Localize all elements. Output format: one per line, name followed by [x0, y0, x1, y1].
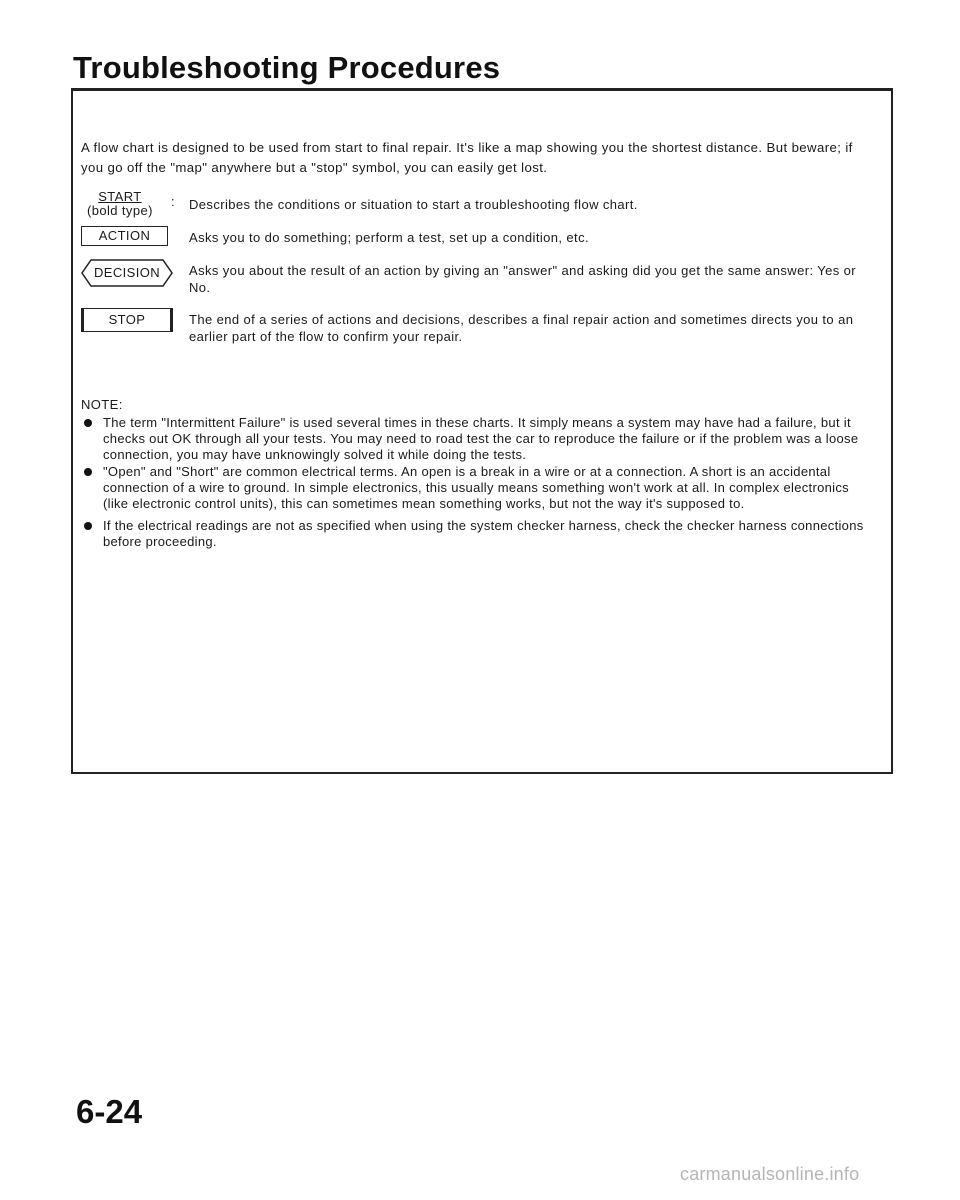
start-symbol	[87, 190, 153, 218]
stop-description: The end of a series of actions and decisions, describes a final repair action and sometimes directs you to an earlier part of the flow to confirm your repair.	[189, 312, 854, 344]
action-symbol: ACTION	[81, 226, 168, 246]
note-list	[81, 415, 871, 551]
action-description: Asks you to do something; perform a test, set up a condition, etc.	[189, 230, 589, 245]
bullet-icon	[84, 522, 92, 530]
content-frame	[71, 88, 893, 774]
note-text: "Open" and "Short" are common electrical terms. An open is a break in a wire or at a connection. A short is an accidental connection of a wire to ground. In simple electronics, this usually means something won't work at all. In complex electronics (like electronic control units), this can sometimes mean something works, but not the way it's supposed to.	[103, 464, 849, 511]
bullet-icon	[84, 419, 92, 427]
watermark: carmanualsonline.info	[680, 1164, 860, 1184]
start-word: START	[98, 189, 142, 204]
note-item	[81, 415, 871, 463]
page-title: Troubleshooting Procedures	[73, 50, 501, 85]
note-text: If the electrical readings are not as specified when using the system checker harness, check the checker harness connections before proceeding.	[103, 518, 864, 549]
note-text: The term "Intermittent Failure" is used several times in these charts. It simply means a system may have had a failure, but it checks out OK through all your tests. You may need to road test the car to reproduce the failure or if the problem was a loose connection, you may have unknowingly solved it while doing the tests.	[103, 415, 859, 462]
intro-paragraph: A flow chart is designed to be used from start to final repair. It's like a map showing you the shortest distance. But beware; if you go off the "map" anywhere but a "stop" symbol, you can easily get lost.	[81, 140, 853, 175]
start-colon: :	[171, 194, 176, 209]
decision-label: DECISION	[93, 265, 161, 280]
note-label: NOTE:	[81, 397, 123, 412]
start-description: Describes the conditions or situation to start a troubleshooting flow chart.	[189, 197, 638, 212]
start-subtext: (bold type)	[87, 203, 153, 218]
note-item	[81, 518, 871, 550]
bullet-icon	[84, 468, 92, 476]
decision-description: Asks you about the result of an action by giving an "answer" and asking did you get the same answer: Yes or No.	[189, 263, 857, 295]
decision-symbol	[81, 259, 173, 287]
page-number: 6-24	[76, 1093, 143, 1130]
note-item	[81, 464, 871, 512]
stop-symbol: STOP	[81, 308, 173, 332]
